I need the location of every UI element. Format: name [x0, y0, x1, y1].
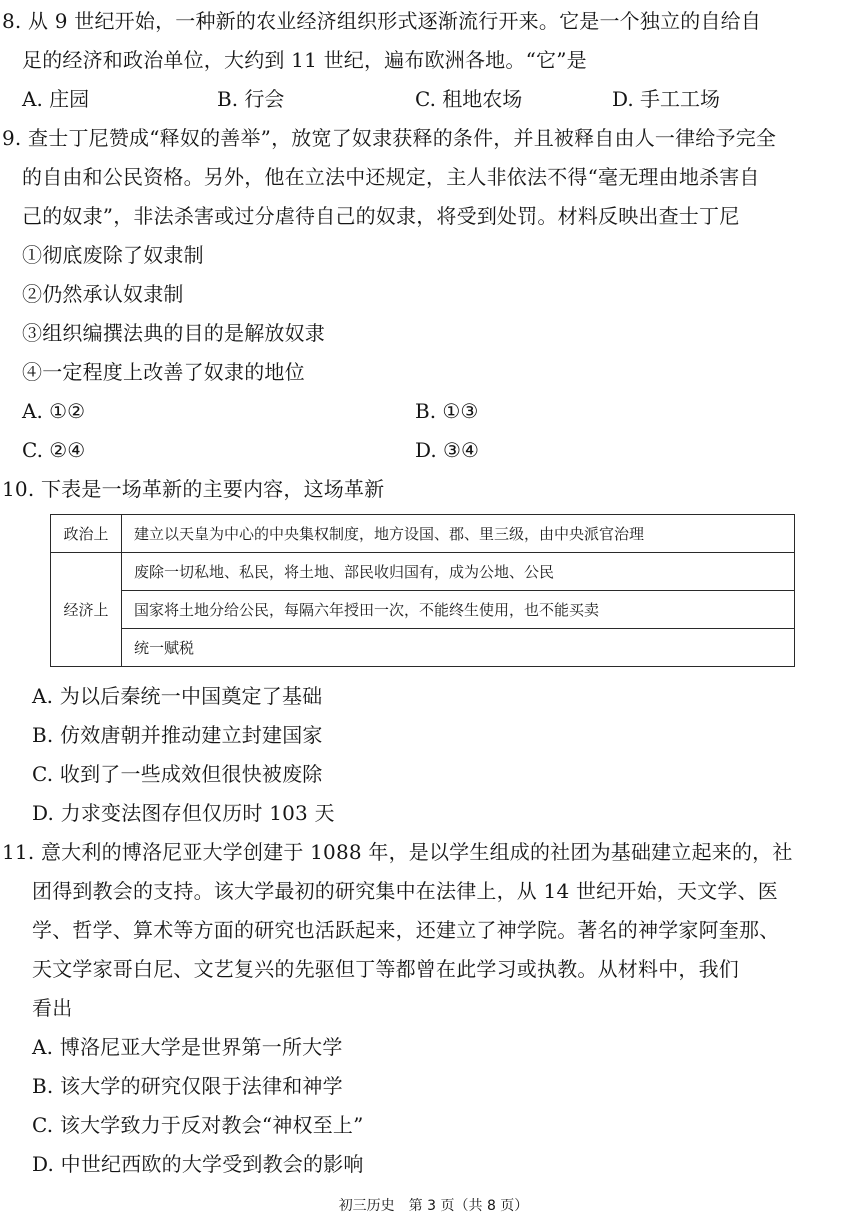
political-content: 建立以天皇为中心的中央集权制度，地方设国、郡、里三级，由中央派官治理	[122, 515, 795, 553]
q10-option-b: B. 仿效唐朝并推动建立封建国家	[32, 723, 323, 747]
q11-stem-line-3: 学、哲学、算术等方面的研究也活跃起来，还建立了神学院。著名的神学家阿奎那、	[32, 918, 780, 942]
q9-stem-line-2: 的自由和公民资格。另外，他在立法中还规定，主人非依法不得“毫无理由地杀害自	[22, 165, 760, 189]
q9-stem-line-1: 9. 查士丁尼赞成“释奴的善举”，放宽了奴隶获释的条件，并且被释自由人一律给予完全	[2, 126, 777, 150]
q11-option-d: D. 中世纪西欧的大学受到教会的影响	[32, 1152, 364, 1176]
economic-content-1: 废除一切私地、私民，将土地、部民收归国有，成为公地、公民	[122, 553, 795, 591]
q11-stem-line-4: 天文学家哥白尼、文艺复兴的先驱但丁等都曾在此学习或执教。从材料中，我们	[32, 957, 739, 981]
page-footer: 初三历史 第 3 页（共 8 页）	[338, 1198, 529, 1214]
q9-stem-line-3: 己的奴隶”，非法杀害或过分虐待自己的奴隶，将受到处罚。材料反映出查士丁尼	[22, 204, 740, 228]
table-row	[51, 553, 795, 591]
q8-option-d: D. 手工工场	[612, 87, 721, 111]
table-row	[51, 629, 795, 667]
q9-option-b: B. ①③	[415, 399, 479, 423]
q11-stem-line-2: 团得到教会的支持。该大学最初的研究集中在法律上，从 14 世纪开始，天文学、医	[32, 879, 778, 903]
economic-content-3: 统一赋税	[122, 629, 795, 667]
q10-option-c: C. 收到了一些成效但很快被废除	[32, 762, 323, 786]
table-row	[51, 515, 795, 553]
q8-option-c: C. 租地农场	[415, 87, 523, 111]
q11-stem-line-1: 11. 意大利的博洛尼亚大学创建于 1088 年，是以学生组成的社团为基础建立起来的，社	[2, 840, 793, 864]
economic-label: 经济上	[51, 553, 122, 667]
q10-stem: 10. 下表是一场革新的主要内容，这场革新	[2, 477, 385, 501]
q9-statement-4: ④一定程度上改善了奴隶的地位	[22, 360, 305, 384]
reform-table	[50, 514, 795, 667]
q9-option-c: C. ②④	[22, 438, 86, 462]
q11-option-b: B. 该大学的研究仅限于法律和神学	[32, 1074, 343, 1098]
q11-stem-line-5: 看出	[32, 996, 73, 1020]
q8-stem-line-1: 8. 从 9 世纪开始，一种新的农业经济组织形式逐渐流行开来。它是一个独立的自给自	[2, 9, 762, 33]
q9-statement-2: ②仍然承认奴隶制	[22, 282, 184, 306]
q8-stem-line-2: 足的经济和政治单位，大约到 11 世纪，遍布欧洲各地。“它”是	[22, 48, 587, 72]
q9-statement-1: ①彻底废除了奴隶制	[22, 243, 204, 267]
q11-option-c: C. 该大学致力于反对教会“神权至上”	[32, 1113, 364, 1137]
economic-content-2: 国家将土地分给公民，每隔六年授田一次，不能终生使用，也不能买卖	[122, 591, 795, 629]
q11-option-a: A. 博洛尼亚大学是世界第一所大学	[32, 1035, 343, 1059]
q9-option-a: A. ①②	[22, 399, 86, 423]
q8-option-a: A. 庄园	[22, 87, 90, 111]
political-label: 政治上	[51, 515, 122, 553]
q9-option-d: D. ③④	[415, 438, 479, 462]
q10-option-a: A. 为以后秦统一中国奠定了基础	[32, 684, 323, 708]
q8-option-b: B. 行会	[217, 87, 285, 111]
q10-option-d: D. 力求变法图存但仅历时 103 天	[32, 801, 335, 825]
q9-statement-3: ③组织编撰法典的目的是解放奴隶	[22, 321, 325, 345]
table-row	[51, 591, 795, 629]
